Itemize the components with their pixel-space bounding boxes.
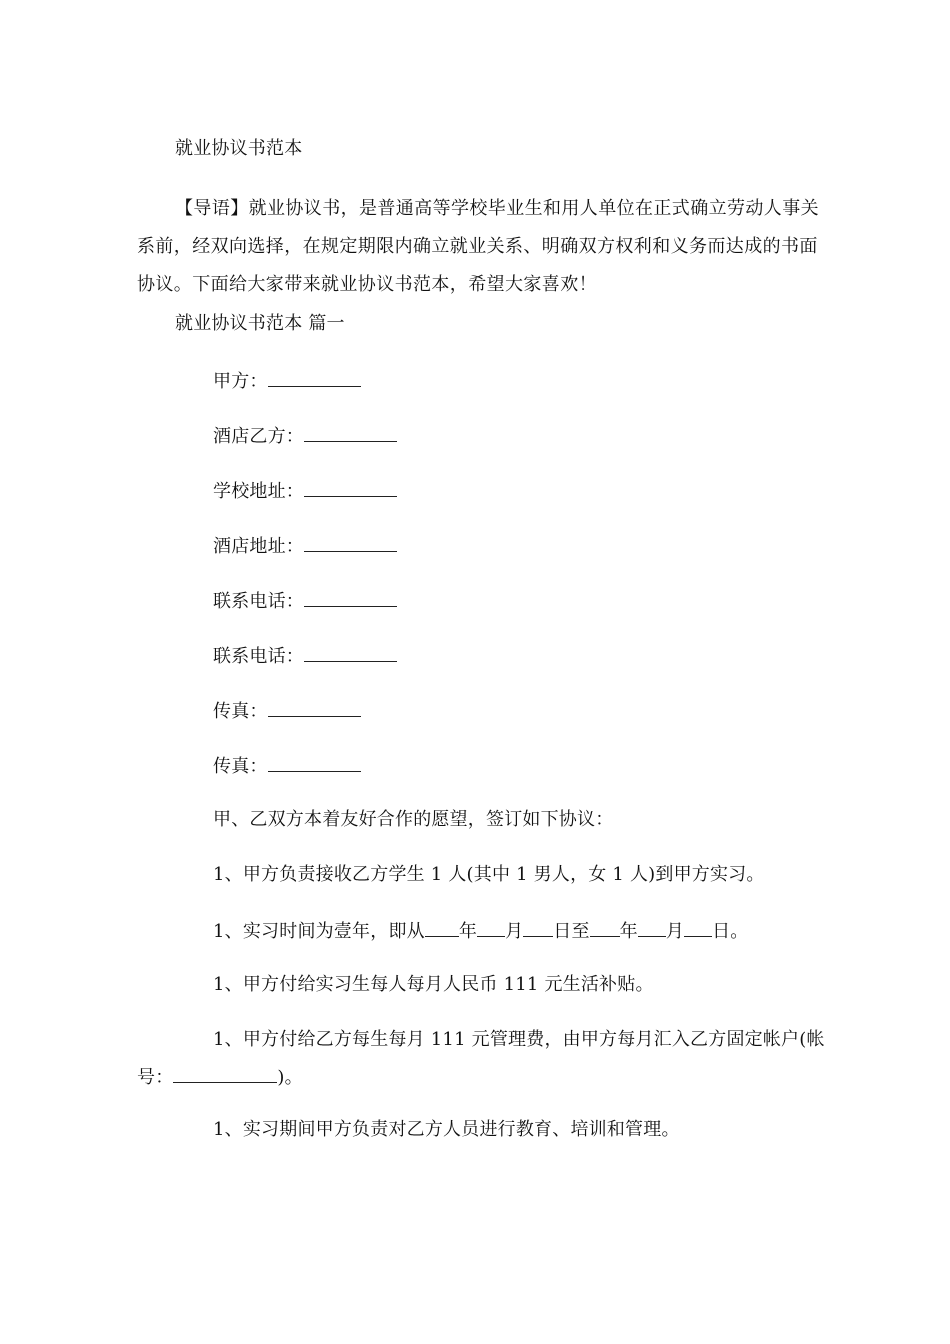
field-fax-1 (213, 698, 361, 724)
blank-line (684, 918, 712, 937)
field-label: 联系电话： (213, 646, 304, 667)
field-party-a (213, 368, 361, 394)
blank-line (477, 918, 505, 937)
clause-text: 日。 (712, 921, 749, 942)
blank-line (173, 1064, 277, 1083)
clause-text: )。 (277, 1067, 303, 1088)
clause-text: 1、实习时间为壹年，即从 (213, 921, 425, 942)
blank-line (638, 918, 666, 937)
agreement-intro: 甲、乙双方本着友好合作的愿望，签订如下协议： (213, 809, 614, 830)
field-phone-2 (213, 643, 397, 669)
intro-paragraph: 【导语】就业协议书，是普通高等学校毕业生和用人单位在正式确立劳动人事关系前，经双向选择，在规定期限内确立就业关系、明确双方权利和义务而达成的书面协议。下面给大家带来就业协议书范本，希望大家喜欢！ (137, 198, 819, 295)
clause-text: 月 (505, 921, 524, 942)
clause-text: 年 (619, 921, 638, 942)
field-label: 联系电话： (213, 591, 304, 612)
field-fax-2 (213, 753, 361, 779)
blank-line (304, 533, 397, 552)
blank-line (268, 698, 361, 717)
blank-line (304, 588, 397, 607)
blank-line (523, 918, 553, 937)
clause-4 (137, 1021, 827, 1097)
clause-5: 1、实习期间甲方负责对乙方人员进行教育、培训和管理。 (213, 1119, 680, 1140)
field-phone-1 (213, 588, 397, 614)
field-hotel-address (213, 533, 397, 559)
field-label: 传真： (213, 701, 268, 722)
field-label: 甲方： (213, 371, 268, 392)
field-label: 学校地址： (213, 481, 304, 502)
field-label: 酒店乙方： (213, 426, 304, 447)
field-label: 传真： (213, 756, 268, 777)
blank-line (304, 423, 397, 442)
document-title: 就业协议书范本 (175, 138, 303, 159)
blank-line (590, 918, 620, 937)
field-hotel-party-b (213, 423, 397, 449)
section-title: 就业协议书范本 篇一 (175, 313, 345, 334)
clause-text: 日至 (553, 921, 590, 942)
clause-text: 月 (665, 921, 685, 942)
clause-2 (213, 918, 748, 944)
blank-line (425, 918, 459, 937)
blank-line (268, 368, 361, 387)
blank-line (268, 753, 361, 772)
clause-3: 1、甲方付给实习生每人每月人民币 111 元生活补贴。 (213, 974, 654, 995)
clause-1: 1、甲方负责接收乙方学生 1 人(其中 1 男人，女 1 人)到甲方实习。 (213, 864, 765, 885)
field-label: 酒店地址： (213, 536, 304, 557)
blank-line (304, 478, 397, 497)
clause-text: 1、甲方付给乙方每生每月 111 元管理费，由甲方每月汇入乙方固定帐户(帐号： (137, 1029, 825, 1088)
field-school-address (213, 478, 397, 504)
clause-text: 年 (458, 921, 478, 942)
blank-line (304, 643, 397, 662)
